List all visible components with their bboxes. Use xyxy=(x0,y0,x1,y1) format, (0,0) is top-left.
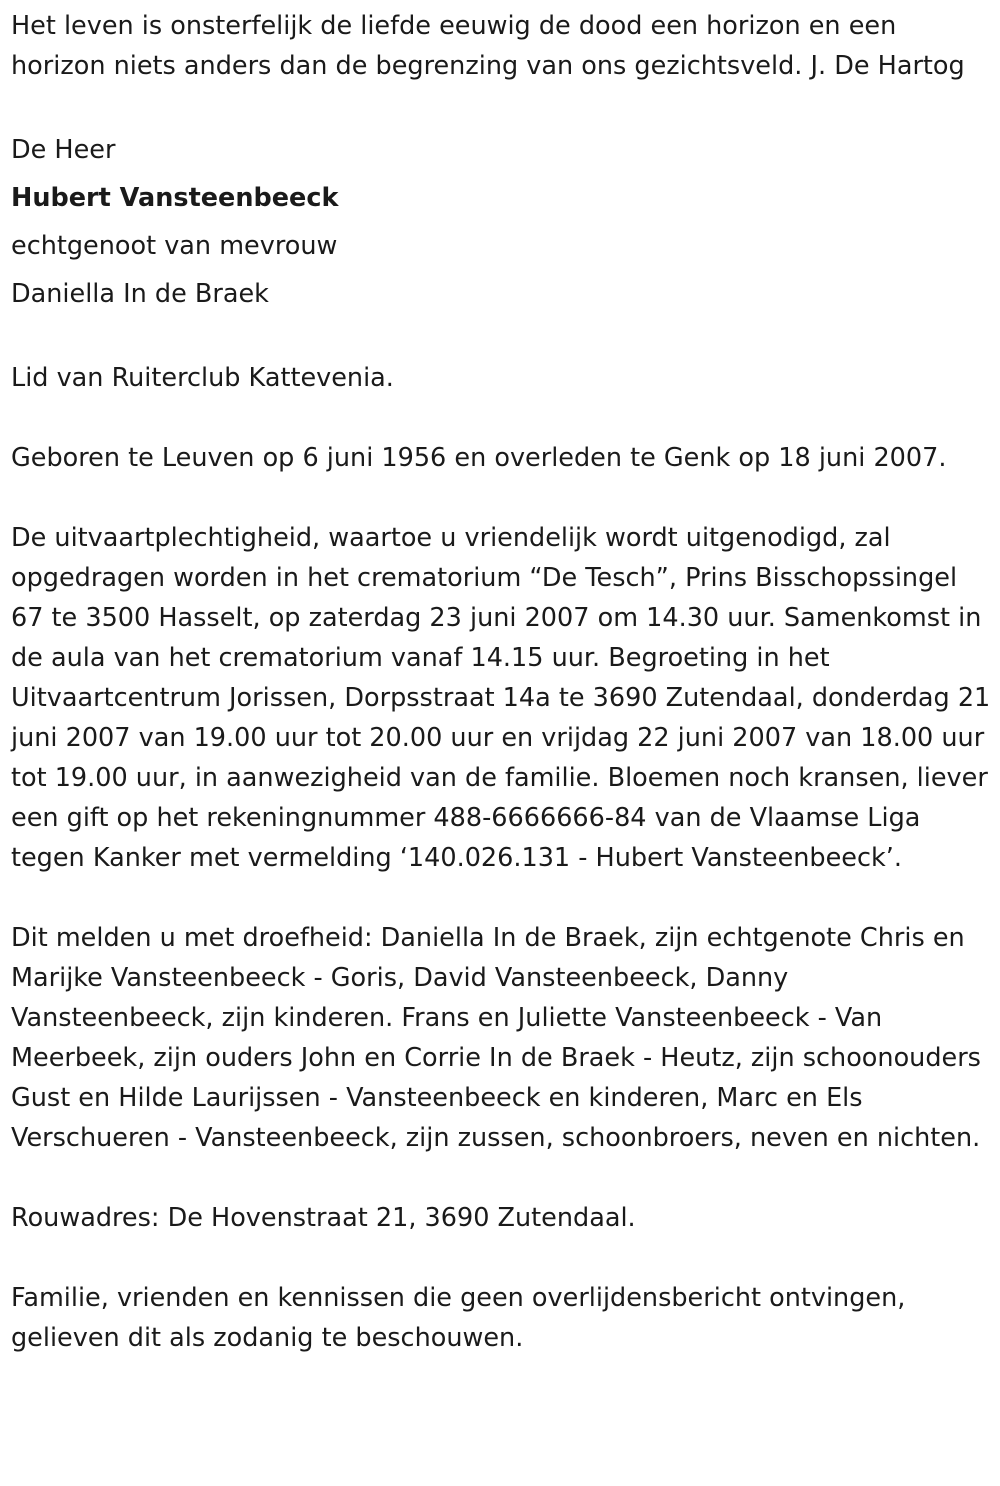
birth-death-line: Geboren te Leuven op 6 juni 1956 en overleden te Genk op 18 juni 2007. xyxy=(11,443,947,473)
salutation: De Heer xyxy=(11,135,116,165)
ceremony-paragraph: De uitvaartplechtigheid, waartoe u vriendelijk wordt uitgenodigd, zal opgedragen worden in het crematorium “De Tesch”, Prins Bisschopssingel 67 te 3500 Hasselt, op zaterdag 23 juni 2007 om 14.30 uur. Samenkomst in de aula van het crematorium vanaf 14.15 uur. Begroeting in het Uitvaartcentrum Jorissen, Dorpsstraat 14a te 3690 Zutendaal, donderdag 21 juni 2007 van 19.00 uur tot 20.00 uur en vrijdag 22 juni 2007 van 18.00 uur tot 19.00 uur, in aanwezigheid van de familie. Bloemen noch kransen, liever een gift op het rekeningnummer 488-6666666-84 van de Vlaamse Liga tegen Kanker met vermelding ‘140.026.131 - Hubert Vansteenbeeck’. xyxy=(11,523,991,873)
opening-quote: Het leven is onsterfelijk de liefde eeuwig de dood een horizon en een horizon niets anders dan de begrenzing van ons gezichtsveld. J. De Hartog xyxy=(11,11,965,81)
spacer xyxy=(11,318,991,358)
spacer xyxy=(11,878,991,918)
mourning-address: Rouwadres: De Hovenstraat 21, 3690 Zutendaal. xyxy=(11,1203,636,1233)
closing-paragraph: Familie, vrienden en kennissen die geen overlijdensbericht ontvingen, gelieven dit als zodanig te beschouwen. xyxy=(11,1283,906,1353)
spacer xyxy=(11,398,991,438)
spacer xyxy=(11,478,991,518)
deceased-name: Hubert Vansteenbeeck xyxy=(11,183,339,213)
obituary-notice xyxy=(11,6,991,1358)
spacer xyxy=(11,86,991,126)
announcers-paragraph: Dit melden u met droefheid: Daniella In de Braek, zijn echtgenote Chris en Marijke Vansteenbeeck - Goris, David Vansteenbeeck, Danny Vansteenbeeck, zijn kinderen. Frans en Juliette Vansteenbeeck - Van Meerbeek, zijn ouders John en Corrie In de Braek - Heutz, zijn schoonouders Gust en Hilde Laurijssen - Vansteenbeeck en kinderen, Marc en Els Verschueren - Vansteenbeeck, zijn zussen, schoonbroers, neven en nichten. xyxy=(11,923,981,1153)
spouse-intro: echtgenoot van mevrouw xyxy=(11,231,338,261)
membership-line: Lid van Ruiterclub Kattevenia. xyxy=(11,363,394,393)
spacer xyxy=(11,1158,991,1198)
spouse-name: Daniella In de Braek xyxy=(11,279,269,309)
spacer xyxy=(11,1238,991,1278)
